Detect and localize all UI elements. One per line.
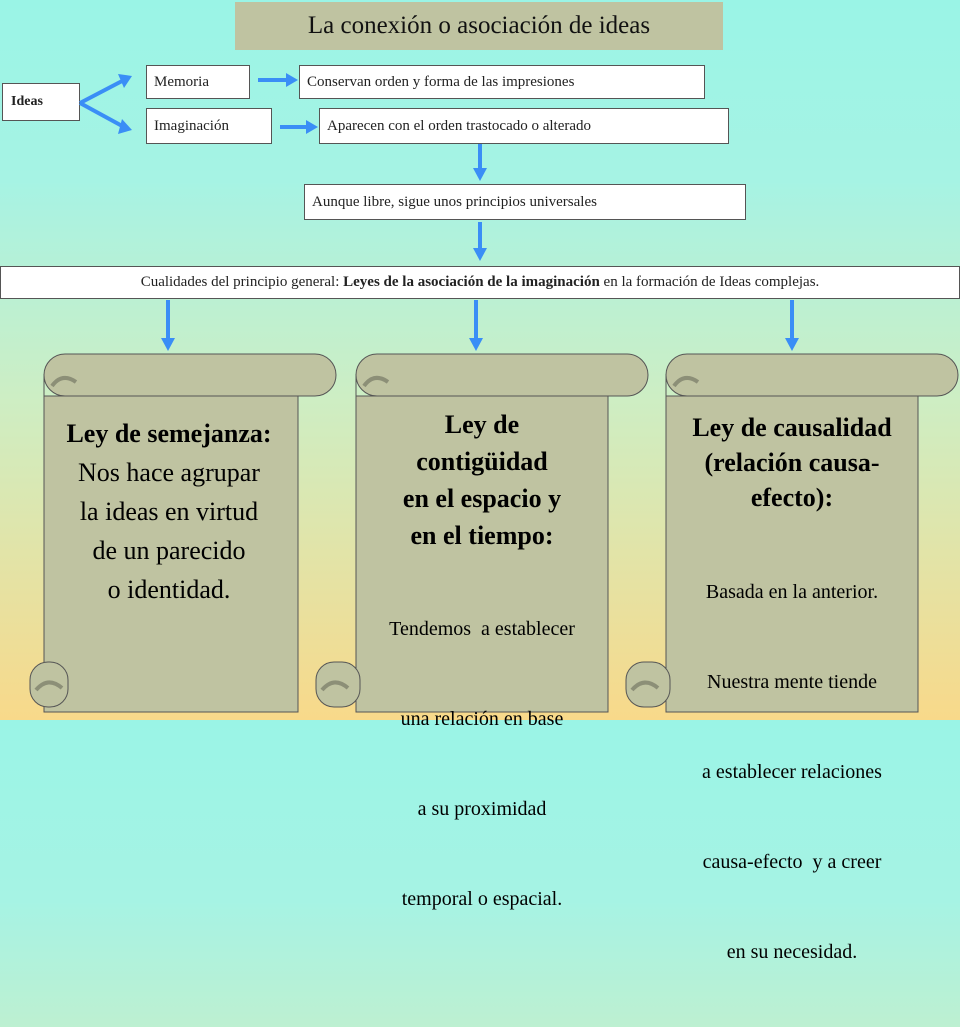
law-1-heading: Ley de semejanza: [66, 419, 272, 448]
law-3-line-4: causa-efecto y a creer [702, 851, 882, 873]
law-2-heading-4: en el tiempo: [410, 521, 554, 550]
banner-suffix: en la formación de Ideas complejas. [599, 274, 820, 290]
law-3-line-1: Basada en la anterior. [705, 581, 879, 603]
memoria-desc-text: Conservan orden y forma de las impresiones [307, 73, 575, 90]
libre-text: Aunque libre, sigue unos principios universales [312, 193, 597, 210]
law-2-line-2: una relación en base [400, 708, 564, 730]
law-2-heading-3: en el espacio y [402, 484, 562, 513]
law-2-heading-2: contigüidad [416, 447, 548, 476]
law-1-line-4: o identidad. [107, 575, 231, 604]
law-2-line-4: temporal o espacial. [401, 888, 563, 910]
banner-bold: Leyes de la asociación de la imaginación [343, 274, 600, 290]
law-2-line-1: Tendemos a establecer [389, 618, 575, 640]
law-1-line-1: Nos hace agrupar [78, 458, 260, 487]
law-causalidad [662, 410, 922, 1027]
law-2-line-3: a su proximidad [417, 798, 547, 820]
law-3-heading-3: efecto): [750, 483, 834, 512]
law-1-line-3: de un parecido [92, 536, 246, 565]
banner-prefix: Cualidades del principio general: [140, 274, 344, 290]
law-2-heading-1: Ley de [444, 410, 520, 439]
law-3-heading-2: (relación causa- [704, 448, 880, 477]
law-3-line-2: Nuestra mente tiende [707, 671, 877, 693]
law-3-line-3: a establecer relaciones [702, 761, 882, 783]
law-3-line-5: en su necesidad. [726, 941, 858, 963]
law-1-line-2: la ideas en virtud [79, 497, 259, 526]
memoria-label: Memoria [154, 73, 209, 90]
ideas-label: Ideas [11, 94, 43, 109]
title-text: La conexión o asociación de ideas [307, 12, 651, 39]
law-semejanza [40, 414, 298, 609]
imaginacion-label: Imaginación [154, 117, 229, 134]
law-3-heading-1: Ley de causalidad [692, 413, 892, 442]
imaginacion-desc-text: Aparecen con el orden trastocado o alterado [327, 117, 592, 134]
law-contiguidad [352, 406, 612, 974]
